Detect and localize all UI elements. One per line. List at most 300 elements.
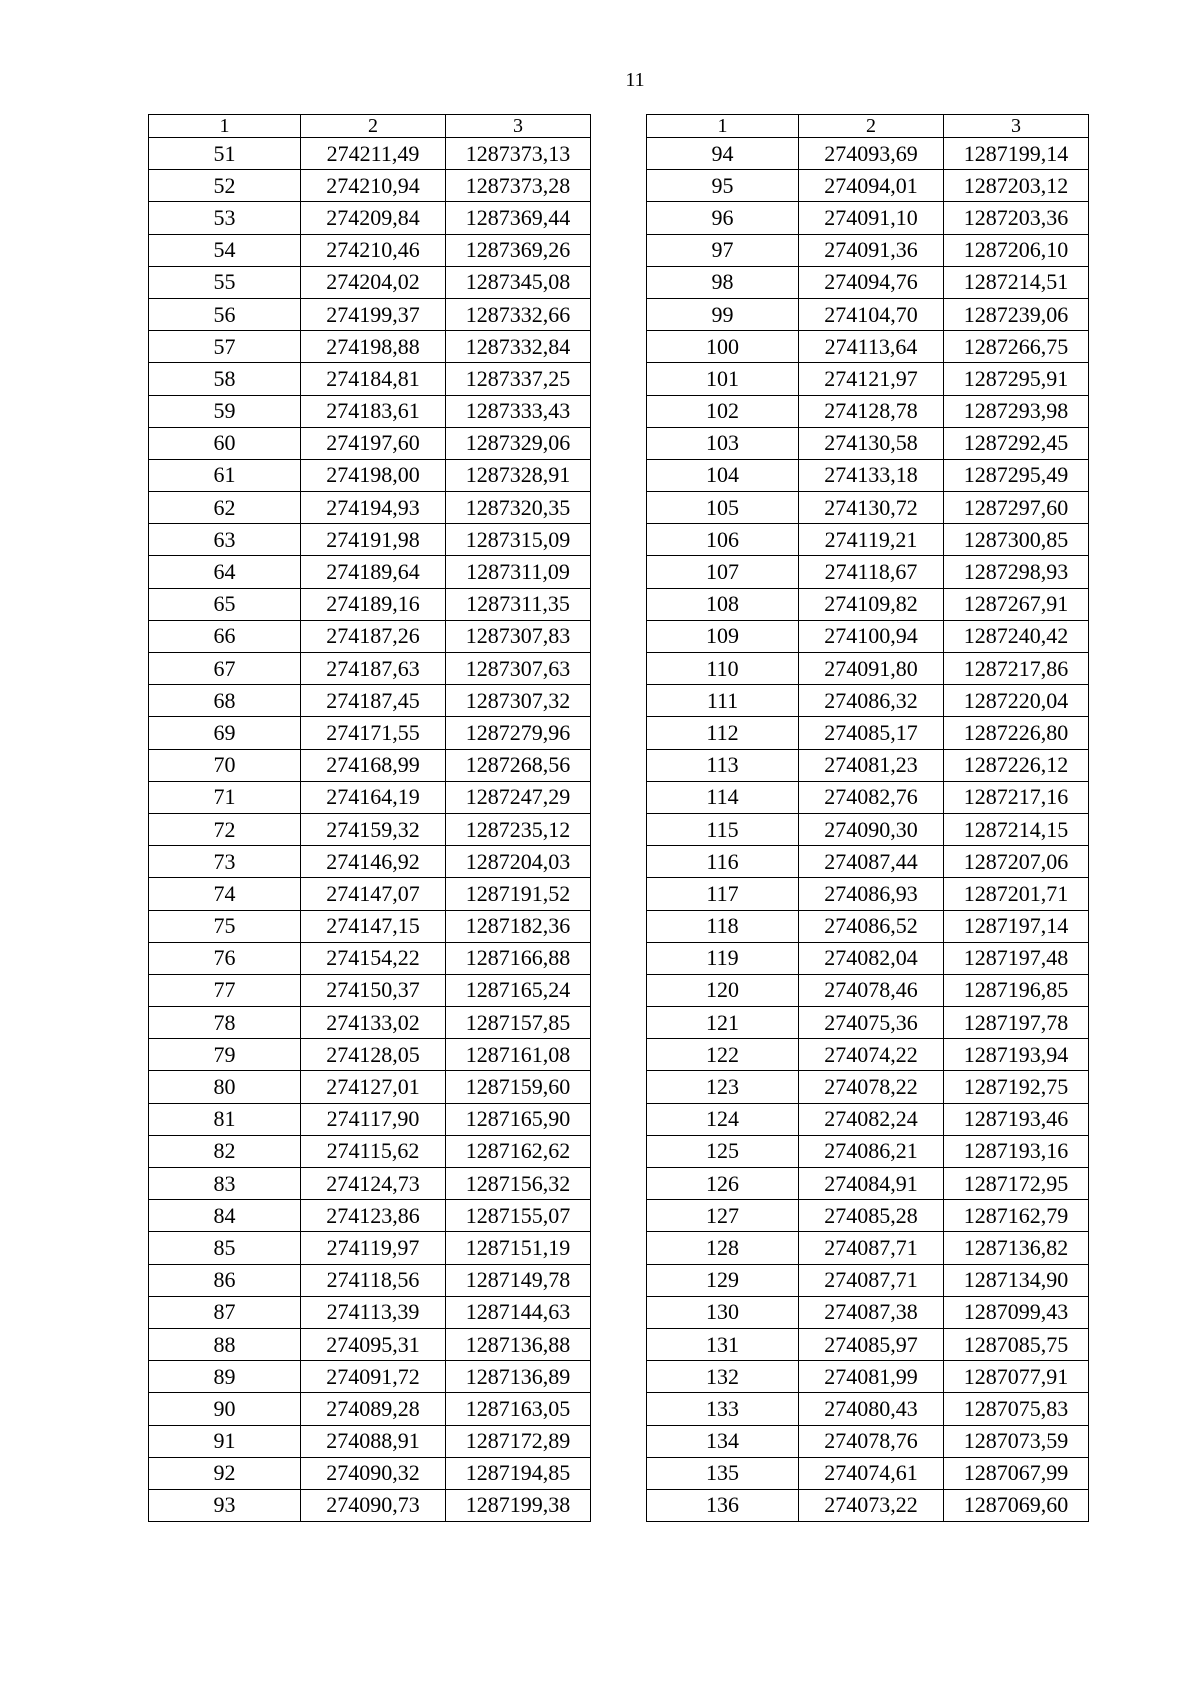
- page-number: 11: [625, 69, 645, 91]
- table-row: [149, 1264, 591, 1296]
- y-coordinate-cell: 1287300,85: [944, 524, 1089, 556]
- point-number-cell: 87: [149, 1296, 301, 1328]
- y-coordinate-cell: 1287337,25: [446, 363, 591, 395]
- table-row: [149, 298, 591, 330]
- table-row: [149, 170, 591, 202]
- table-row: [149, 685, 591, 717]
- x-coordinate-cell: 274082,24: [799, 1103, 944, 1135]
- x-coordinate-cell: 274090,32: [301, 1457, 446, 1489]
- table-row: [149, 459, 591, 491]
- point-number-cell: 60: [149, 427, 301, 459]
- point-number-cell: 93: [149, 1489, 301, 1521]
- table-row: [647, 524, 1089, 556]
- table-row: [647, 1457, 1089, 1489]
- table-row: [647, 685, 1089, 717]
- point-number-cell: 77: [149, 974, 301, 1006]
- table-row: [647, 588, 1089, 620]
- point-number-cell: 54: [149, 234, 301, 266]
- y-coordinate-cell: 1287295,49: [944, 459, 1089, 491]
- table-row: [149, 1296, 591, 1328]
- point-number-cell: 136: [647, 1489, 799, 1521]
- point-number-cell: 79: [149, 1039, 301, 1071]
- point-number-cell: 69: [149, 717, 301, 749]
- x-coordinate-cell: 274210,94: [301, 170, 446, 202]
- y-coordinate-cell: 1287194,85: [446, 1457, 591, 1489]
- y-coordinate-cell: 1287320,35: [446, 492, 591, 524]
- y-coordinate-cell: 1287136,82: [944, 1232, 1089, 1264]
- y-coordinate-cell: 1287369,26: [446, 234, 591, 266]
- y-coordinate-cell: 1287165,24: [446, 974, 591, 1006]
- x-coordinate-cell: 274189,64: [301, 556, 446, 588]
- x-coordinate-cell: 274164,19: [301, 781, 446, 813]
- table-row: [647, 942, 1089, 974]
- y-coordinate-cell: 1287293,98: [944, 395, 1089, 427]
- y-coordinate-cell: 1287311,09: [446, 556, 591, 588]
- table-row: [149, 1489, 591, 1521]
- point-number-cell: 88: [149, 1328, 301, 1360]
- y-coordinate-cell: 1287193,16: [944, 1135, 1089, 1167]
- point-number-cell: 124: [647, 1103, 799, 1135]
- x-coordinate-cell: 274087,71: [799, 1232, 944, 1264]
- point-number-cell: 113: [647, 749, 799, 781]
- point-number-cell: 75: [149, 910, 301, 942]
- point-number-cell: 123: [647, 1071, 799, 1103]
- table-row: [149, 1135, 591, 1167]
- point-number-cell: 134: [647, 1425, 799, 1457]
- y-coordinate-cell: 1287217,16: [944, 781, 1089, 813]
- x-coordinate-cell: 274094,76: [799, 266, 944, 298]
- table-row: [647, 620, 1089, 652]
- y-coordinate-cell: 1287144,63: [446, 1296, 591, 1328]
- y-coordinate-cell: 1287217,86: [944, 653, 1089, 685]
- point-number-cell: 80: [149, 1071, 301, 1103]
- y-coordinate-cell: 1287373,28: [446, 170, 591, 202]
- y-coordinate-cell: 1287069,60: [944, 1489, 1089, 1521]
- point-number-cell: 132: [647, 1361, 799, 1393]
- x-coordinate-cell: 274124,73: [301, 1168, 446, 1200]
- table-row: [149, 492, 591, 524]
- point-number-cell: 56: [149, 298, 301, 330]
- point-number-cell: 99: [647, 298, 799, 330]
- point-number-cell: 71: [149, 781, 301, 813]
- x-coordinate-cell: 274085,97: [799, 1328, 944, 1360]
- table-row: [149, 1393, 591, 1425]
- x-coordinate-cell: 274091,80: [799, 653, 944, 685]
- table-row: [149, 1071, 591, 1103]
- x-coordinate-cell: 274117,90: [301, 1103, 446, 1135]
- column-header-1: 1: [647, 115, 799, 138]
- x-coordinate-cell: 274130,58: [799, 427, 944, 459]
- table-row: [149, 1425, 591, 1457]
- column-header-3: 3: [944, 115, 1089, 138]
- point-number-cell: 89: [149, 1361, 301, 1393]
- table-row: [647, 1328, 1089, 1360]
- x-coordinate-cell: 274091,10: [799, 202, 944, 234]
- table-row: [149, 1007, 591, 1039]
- x-coordinate-cell: 274078,76: [799, 1425, 944, 1457]
- table-header-row: [647, 115, 1089, 138]
- x-coordinate-cell: 274093,69: [799, 138, 944, 170]
- table-row: [149, 1328, 591, 1360]
- y-coordinate-cell: 1287307,63: [446, 653, 591, 685]
- point-number-cell: 100: [647, 331, 799, 363]
- y-coordinate-cell: 1287332,84: [446, 331, 591, 363]
- y-coordinate-cell: 1287329,06: [446, 427, 591, 459]
- y-coordinate-cell: 1287332,66: [446, 298, 591, 330]
- y-coordinate-cell: 1287204,03: [446, 846, 591, 878]
- x-coordinate-cell: 274154,22: [301, 942, 446, 974]
- x-coordinate-cell: 274118,67: [799, 556, 944, 588]
- table-row: [647, 234, 1089, 266]
- table-row: [647, 427, 1089, 459]
- table-row: [647, 910, 1089, 942]
- point-number-cell: 135: [647, 1457, 799, 1489]
- point-number-cell: 84: [149, 1200, 301, 1232]
- y-coordinate-cell: 1287191,52: [446, 878, 591, 910]
- table-row: [647, 1071, 1089, 1103]
- x-coordinate-cell: 274109,82: [799, 588, 944, 620]
- x-coordinate-cell: 274198,00: [301, 459, 446, 491]
- x-coordinate-cell: 274074,22: [799, 1039, 944, 1071]
- point-number-cell: 72: [149, 813, 301, 845]
- y-coordinate-cell: 1287162,79: [944, 1200, 1089, 1232]
- table-row: [149, 138, 591, 170]
- y-coordinate-cell: 1287193,94: [944, 1039, 1089, 1071]
- table-row: [149, 1168, 591, 1200]
- point-number-cell: 108: [647, 588, 799, 620]
- point-number-cell: 57: [149, 331, 301, 363]
- point-number-cell: 51: [149, 138, 301, 170]
- point-number-cell: 116: [647, 846, 799, 878]
- x-coordinate-cell: 274187,45: [301, 685, 446, 717]
- y-coordinate-cell: 1287166,88: [446, 942, 591, 974]
- x-coordinate-cell: 274074,61: [799, 1457, 944, 1489]
- column-header-2: 2: [799, 115, 944, 138]
- x-coordinate-cell: 274086,93: [799, 878, 944, 910]
- table-row: [647, 556, 1089, 588]
- table-row: [647, 202, 1089, 234]
- point-number-cell: 107: [647, 556, 799, 588]
- x-coordinate-cell: 274082,76: [799, 781, 944, 813]
- table-row: [149, 653, 591, 685]
- point-number-cell: 82: [149, 1135, 301, 1167]
- x-coordinate-cell: 274209,84: [301, 202, 446, 234]
- point-number-cell: 61: [149, 459, 301, 491]
- x-coordinate-cell: 274159,32: [301, 813, 446, 845]
- point-number-cell: 83: [149, 1168, 301, 1200]
- table-row: [647, 717, 1089, 749]
- table-row: [149, 363, 591, 395]
- x-coordinate-cell: 274113,39: [301, 1296, 446, 1328]
- table-row: [647, 749, 1089, 781]
- point-number-cell: 115: [647, 813, 799, 845]
- table-row: [647, 1425, 1089, 1457]
- y-coordinate-cell: 1287207,06: [944, 846, 1089, 878]
- point-number-cell: 120: [647, 974, 799, 1006]
- table-row: [149, 910, 591, 942]
- point-number-cell: 76: [149, 942, 301, 974]
- point-number-cell: 114: [647, 781, 799, 813]
- x-coordinate-cell: 274147,15: [301, 910, 446, 942]
- point-number-cell: 119: [647, 942, 799, 974]
- table-row: [647, 846, 1089, 878]
- y-coordinate-cell: 1287247,29: [446, 781, 591, 813]
- point-number-cell: 111: [647, 685, 799, 717]
- y-coordinate-cell: 1287136,88: [446, 1328, 591, 1360]
- table-row: [149, 1457, 591, 1489]
- x-coordinate-cell: 274119,97: [301, 1232, 446, 1264]
- x-coordinate-cell: 274128,78: [799, 395, 944, 427]
- x-coordinate-cell: 274211,49: [301, 138, 446, 170]
- table-row: [149, 1361, 591, 1393]
- y-coordinate-cell: 1287373,13: [446, 138, 591, 170]
- table-row: [647, 492, 1089, 524]
- x-coordinate-cell: 274146,92: [301, 846, 446, 878]
- x-coordinate-cell: 274118,56: [301, 1264, 446, 1296]
- x-coordinate-cell: 274191,98: [301, 524, 446, 556]
- y-coordinate-cell: 1287157,85: [446, 1007, 591, 1039]
- x-coordinate-cell: 274187,63: [301, 653, 446, 685]
- table-row: [647, 1393, 1089, 1425]
- y-coordinate-cell: 1287161,08: [446, 1039, 591, 1071]
- point-number-cell: 63: [149, 524, 301, 556]
- point-number-cell: 128: [647, 1232, 799, 1264]
- x-coordinate-cell: 274080,43: [799, 1393, 944, 1425]
- y-coordinate-cell: 1287307,32: [446, 685, 591, 717]
- y-coordinate-cell: 1287162,62: [446, 1135, 591, 1167]
- table-row: [149, 620, 591, 652]
- table-row: [647, 1135, 1089, 1167]
- point-number-cell: 102: [647, 395, 799, 427]
- point-number-cell: 126: [647, 1168, 799, 1200]
- y-coordinate-cell: 1287239,06: [944, 298, 1089, 330]
- point-number-cell: 97: [647, 234, 799, 266]
- y-coordinate-cell: 1287206,10: [944, 234, 1089, 266]
- y-coordinate-cell: 1287268,56: [446, 749, 591, 781]
- point-number-cell: 121: [647, 1007, 799, 1039]
- point-number-cell: 105: [647, 492, 799, 524]
- table-row: [149, 427, 591, 459]
- y-coordinate-cell: 1287214,51: [944, 266, 1089, 298]
- table-row: [647, 1168, 1089, 1200]
- y-coordinate-cell: 1287328,91: [446, 459, 591, 491]
- x-coordinate-cell: 274100,94: [799, 620, 944, 652]
- point-number-cell: 127: [647, 1200, 799, 1232]
- y-coordinate-cell: 1287149,78: [446, 1264, 591, 1296]
- y-coordinate-cell: 1287214,15: [944, 813, 1089, 845]
- x-coordinate-cell: 274121,97: [799, 363, 944, 395]
- table-row: [149, 878, 591, 910]
- point-number-cell: 109: [647, 620, 799, 652]
- y-coordinate-cell: 1287197,14: [944, 910, 1089, 942]
- table-row: [647, 1361, 1089, 1393]
- table-row: [149, 202, 591, 234]
- table-row: [647, 1296, 1089, 1328]
- x-coordinate-cell: 274197,60: [301, 427, 446, 459]
- table-row: [149, 1232, 591, 1264]
- column-header-1: 1: [149, 115, 301, 138]
- x-coordinate-cell: 274147,07: [301, 878, 446, 910]
- point-number-cell: 66: [149, 620, 301, 652]
- table-row: [647, 138, 1089, 170]
- point-number-cell: 58: [149, 363, 301, 395]
- table-row: [149, 524, 591, 556]
- x-coordinate-cell: 274073,22: [799, 1489, 944, 1521]
- point-number-cell: 53: [149, 202, 301, 234]
- y-coordinate-cell: 1287085,75: [944, 1328, 1089, 1360]
- y-coordinate-cell: 1287077,91: [944, 1361, 1089, 1393]
- x-coordinate-cell: 274194,93: [301, 492, 446, 524]
- y-coordinate-cell: 1287067,99: [944, 1457, 1089, 1489]
- x-coordinate-cell: 274171,55: [301, 717, 446, 749]
- y-coordinate-cell: 1287197,48: [944, 942, 1089, 974]
- y-coordinate-cell: 1287151,19: [446, 1232, 591, 1264]
- x-coordinate-cell: 274082,04: [799, 942, 944, 974]
- x-coordinate-cell: 274075,36: [799, 1007, 944, 1039]
- x-coordinate-cell: 274095,31: [301, 1328, 446, 1360]
- table-row: [647, 170, 1089, 202]
- table-row: [149, 749, 591, 781]
- x-coordinate-cell: 274078,46: [799, 974, 944, 1006]
- table-row: [647, 331, 1089, 363]
- point-number-cell: 90: [149, 1393, 301, 1425]
- point-number-cell: 81: [149, 1103, 301, 1135]
- y-coordinate-cell: 1287369,44: [446, 202, 591, 234]
- y-coordinate-cell: 1287311,35: [446, 588, 591, 620]
- point-number-cell: 78: [149, 1007, 301, 1039]
- table-row: [647, 1200, 1089, 1232]
- y-coordinate-cell: 1287172,89: [446, 1425, 591, 1457]
- x-coordinate-cell: 274091,72: [301, 1361, 446, 1393]
- table-row: [149, 234, 591, 266]
- table-row: [149, 846, 591, 878]
- x-coordinate-cell: 274210,46: [301, 234, 446, 266]
- point-number-cell: 92: [149, 1457, 301, 1489]
- x-coordinate-cell: 274113,64: [799, 331, 944, 363]
- y-coordinate-cell: 1287266,75: [944, 331, 1089, 363]
- table-row: [647, 1232, 1089, 1264]
- table-row: [149, 813, 591, 845]
- x-coordinate-cell: 274086,21: [799, 1135, 944, 1167]
- y-coordinate-cell: 1287099,43: [944, 1296, 1089, 1328]
- column-header-2: 2: [301, 115, 446, 138]
- point-number-cell: 130: [647, 1296, 799, 1328]
- y-coordinate-cell: 1287201,71: [944, 878, 1089, 910]
- x-coordinate-cell: 274090,30: [799, 813, 944, 845]
- table-row: [647, 878, 1089, 910]
- point-number-cell: 112: [647, 717, 799, 749]
- y-coordinate-cell: 1287155,07: [446, 1200, 591, 1232]
- y-coordinate-cell: 1287203,12: [944, 170, 1089, 202]
- x-coordinate-cell: 274133,18: [799, 459, 944, 491]
- table-header-row: [149, 115, 591, 138]
- y-coordinate-cell: 1287295,91: [944, 363, 1089, 395]
- y-coordinate-cell: 1287267,91: [944, 588, 1089, 620]
- y-coordinate-cell: 1287315,09: [446, 524, 591, 556]
- x-coordinate-cell: 274086,52: [799, 910, 944, 942]
- y-coordinate-cell: 1287199,38: [446, 1489, 591, 1521]
- x-coordinate-cell: 274198,88: [301, 331, 446, 363]
- x-coordinate-cell: 274091,36: [799, 234, 944, 266]
- y-coordinate-cell: 1287156,32: [446, 1168, 591, 1200]
- table-row: [647, 395, 1089, 427]
- y-coordinate-cell: 1287226,12: [944, 749, 1089, 781]
- y-coordinate-cell: 1287297,60: [944, 492, 1089, 524]
- point-number-cell: 129: [647, 1264, 799, 1296]
- x-coordinate-cell: 274187,26: [301, 620, 446, 652]
- column-header-3: 3: [446, 115, 591, 138]
- point-number-cell: 122: [647, 1039, 799, 1071]
- table-row: [149, 781, 591, 813]
- point-number-cell: 103: [647, 427, 799, 459]
- x-coordinate-cell: 274150,37: [301, 974, 446, 1006]
- x-coordinate-cell: 274087,44: [799, 846, 944, 878]
- y-coordinate-cell: 1287172,95: [944, 1168, 1089, 1200]
- x-coordinate-cell: 274189,16: [301, 588, 446, 620]
- x-coordinate-cell: 274085,28: [799, 1200, 944, 1232]
- point-number-cell: 67: [149, 653, 301, 685]
- table-row: [149, 266, 591, 298]
- table-row: [149, 395, 591, 427]
- point-number-cell: 59: [149, 395, 301, 427]
- point-number-cell: 95: [647, 170, 799, 202]
- y-coordinate-cell: 1287226,80: [944, 717, 1089, 749]
- x-coordinate-cell: 274184,81: [301, 363, 446, 395]
- point-number-cell: 117: [647, 878, 799, 910]
- table-row: [149, 1039, 591, 1071]
- point-number-cell: 64: [149, 556, 301, 588]
- y-coordinate-cell: 1287203,36: [944, 202, 1089, 234]
- point-number-cell: 133: [647, 1393, 799, 1425]
- y-coordinate-cell: 1287073,59: [944, 1425, 1089, 1457]
- x-coordinate-cell: 274123,86: [301, 1200, 446, 1232]
- y-coordinate-cell: 1287134,90: [944, 1264, 1089, 1296]
- point-number-cell: 52: [149, 170, 301, 202]
- x-coordinate-cell: 274086,32: [799, 685, 944, 717]
- x-coordinate-cell: 274104,70: [799, 298, 944, 330]
- point-number-cell: 125: [647, 1135, 799, 1167]
- x-coordinate-cell: 274081,99: [799, 1361, 944, 1393]
- x-coordinate-cell: 274128,05: [301, 1039, 446, 1071]
- y-coordinate-cell: 1287165,90: [446, 1103, 591, 1135]
- coordinates-table-right: [646, 114, 1089, 1522]
- point-number-cell: 91: [149, 1425, 301, 1457]
- table-row: [149, 717, 591, 749]
- table-row: [149, 588, 591, 620]
- table-row: [149, 1200, 591, 1232]
- table-row: [149, 331, 591, 363]
- y-coordinate-cell: 1287292,45: [944, 427, 1089, 459]
- table-row: [647, 1103, 1089, 1135]
- table-row: [149, 1103, 591, 1135]
- coordinates-table-left: [148, 114, 591, 1522]
- point-number-cell: 73: [149, 846, 301, 878]
- y-coordinate-cell: 1287333,43: [446, 395, 591, 427]
- y-coordinate-cell: 1287240,42: [944, 620, 1089, 652]
- point-number-cell: 74: [149, 878, 301, 910]
- x-coordinate-cell: 274085,17: [799, 717, 944, 749]
- table-row: [149, 974, 591, 1006]
- x-coordinate-cell: 274119,21: [799, 524, 944, 556]
- table-row: [647, 363, 1089, 395]
- point-number-cell: 70: [149, 749, 301, 781]
- y-coordinate-cell: 1287182,36: [446, 910, 591, 942]
- table-row: [647, 974, 1089, 1006]
- x-coordinate-cell: 274199,37: [301, 298, 446, 330]
- table-row: [149, 556, 591, 588]
- point-number-cell: 106: [647, 524, 799, 556]
- point-number-cell: 110: [647, 653, 799, 685]
